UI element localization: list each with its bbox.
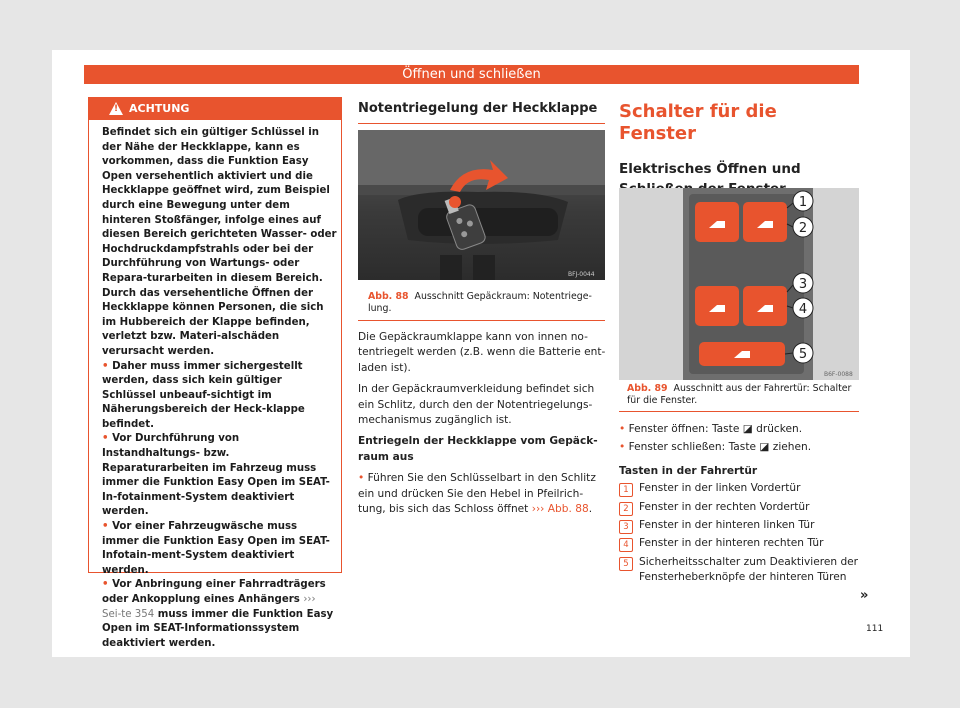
window-button-icon: ◪: [759, 441, 770, 454]
item-number-badge: 3: [619, 520, 633, 534]
subheading: Entriegeln der Heckklappe vom Gepäck-raum aus: [358, 435, 598, 463]
item-text: Fenster in der rechten Vordertür: [639, 500, 810, 513]
warning-bullet: • Vor Durchführung von Instandhaltungs- bzw. Reparaturarbeiten im Fahrzeug muss immer die Funktion Easy Open im SEAT-In-fotainment-System deaktiviert werden.: [102, 433, 330, 518]
right-body: [619, 422, 859, 589]
item-number-badge: 2: [619, 502, 633, 516]
middle-body: [358, 330, 606, 523]
item-number-badge: 5: [619, 557, 633, 571]
bullet-icon: •: [619, 423, 629, 435]
item-text: Fenster in der hinteren rechten Tür: [639, 537, 824, 550]
svg-text:4: 4: [798, 302, 808, 317]
bullet-icon: •: [102, 360, 113, 372]
bullet-icon: •: [358, 472, 368, 485]
list-item: [619, 518, 859, 533]
svg-text:3: 3: [798, 277, 808, 292]
svg-text:1: 1: [798, 195, 808, 210]
section-title: Schalter für die Fenster: [619, 101, 777, 144]
bullet-icon: •: [102, 433, 113, 445]
window-button-icon: ◪: [742, 423, 753, 435]
list-title: Tasten in der Fahrertür: [619, 464, 758, 477]
svg-text:B6F-0088: B6F-0088: [824, 371, 853, 378]
warning-header: [89, 98, 341, 120]
bullet-icon: •: [619, 441, 629, 454]
page-reference-link[interactable]: ››› Sei-te 354: [102, 594, 316, 620]
window-switches-image: [619, 188, 859, 380]
warning-bullet: • Vor Anbringung einer Fahrradträgers oder Ankopplung eines Anhängers ››› Sei-te 354 muss immer die Funktion Easy Open im SEAT-Informationssystem deaktiviert werden.: [102, 579, 334, 649]
bullet-icon: •: [102, 579, 113, 591]
figure-reference-link[interactable]: ››› Abb. 88: [531, 503, 589, 516]
section-subtitle: Elektrisches Öffnen und: [619, 159, 859, 206]
continue-mark: »: [860, 588, 869, 603]
warning-intro: Befindet sich ein gültiger Schlüssel in der Nähe der Heckklappe, kann es vorkommen, dass die Funktion Easy Open versehentlich aktiviert und die Heckklappe geöffnet wird, zum Beispiel durch eine Bewegung unter dem hinteren Stoßfänger, infolge eines auf diesen Bereich gerichteten Wasser- oder Hochdruckdampfstrahls oder bei der Durchführung von Wartungs- oder Repara-turarbeiten in diesem Bereich. Durch das versehentliche Öffnen der Heckklappe können Personen, die sich im Hubbereich der Klappe befinden, verletzt bzw. Materi-alschäden verursacht werden.: [102, 127, 337, 357]
svg-text:BFJ-0044: BFJ-0044: [568, 271, 595, 278]
svg-text:2: 2: [798, 221, 808, 236]
caption-divider: [619, 411, 859, 412]
middle-column: [358, 97, 605, 124]
trunk-emergency-release-image: [358, 130, 605, 280]
svg-text:5: 5: [798, 347, 808, 362]
figure-caption: Abb. 89 Ausschnitt aus der Fahrertür: Schalter für die Fenster.: [627, 383, 852, 406]
caption-divider: [358, 320, 605, 321]
figure-caption: Abb. 88 Ausschnitt Gepäckraum: Notentriege-lung.: [368, 291, 592, 314]
bullet-icon: •: [102, 521, 113, 533]
warning-bullet: • Daher muss immer sichergestellt werden, dass sich kein gültiger Schlüssel unbeauf-sichtigt im Näherungsbereich der Heck-klappe befindet.: [102, 360, 305, 430]
warning-box: [88, 97, 342, 649]
item-text: Fenster in der linken Vordertür: [639, 482, 801, 495]
paragraph: Die Gepäckraumklappe kann von innen no-tentriegelt werden (z.B. wenn die Batterie ent-laden ist).: [358, 331, 606, 374]
instruction-bullet: • Fenster öffnen: Taste ◪ drücken.: [619, 423, 803, 435]
item-number-badge: 4: [619, 538, 633, 552]
warning-label: ACHTUNG: [129, 102, 190, 115]
paragraph: In der Gepäckraumverkleidung befindet sich ein Schlitz, durch den der Notentriegelungs-mechanismus zugänglich ist.: [358, 383, 595, 427]
list-item: [619, 500, 859, 515]
list-item: [619, 481, 859, 496]
item-number-badge: 1: [619, 483, 633, 497]
section-header: Öffnen und schließen: [84, 65, 859, 84]
warning-body: [102, 126, 337, 651]
instruction-bullet: • Fenster schließen: Taste ◪ ziehen.: [619, 441, 812, 454]
list-item: [619, 555, 859, 586]
item-text: Fenster in der hinteren linken Tür: [639, 519, 815, 532]
section-title: Notentriegelung der Heckklappe: [358, 97, 605, 124]
page-number: 111: [866, 624, 884, 634]
item-text: Sicherheitsschalter zum Deaktivieren der Fensterheberknöpfe der hinteren Türen: [639, 555, 859, 584]
key-list: [619, 481, 859, 585]
list-item: [619, 536, 859, 551]
warning-bullet: • Vor einer Fahrzeugwäsche muss immer die Funktion Easy Open im SEAT-Infotain-ment-System deaktiviert werden.: [102, 521, 330, 576]
instruction-bullet: • Führen Sie den Schlüsselbart in den Schlitz ein und drücken Sie den Hebel in Pfeilrich-tung, bis sich das Schloss öffnet ››› Abb. 88.: [358, 472, 596, 516]
warning-icon: [109, 102, 123, 115]
